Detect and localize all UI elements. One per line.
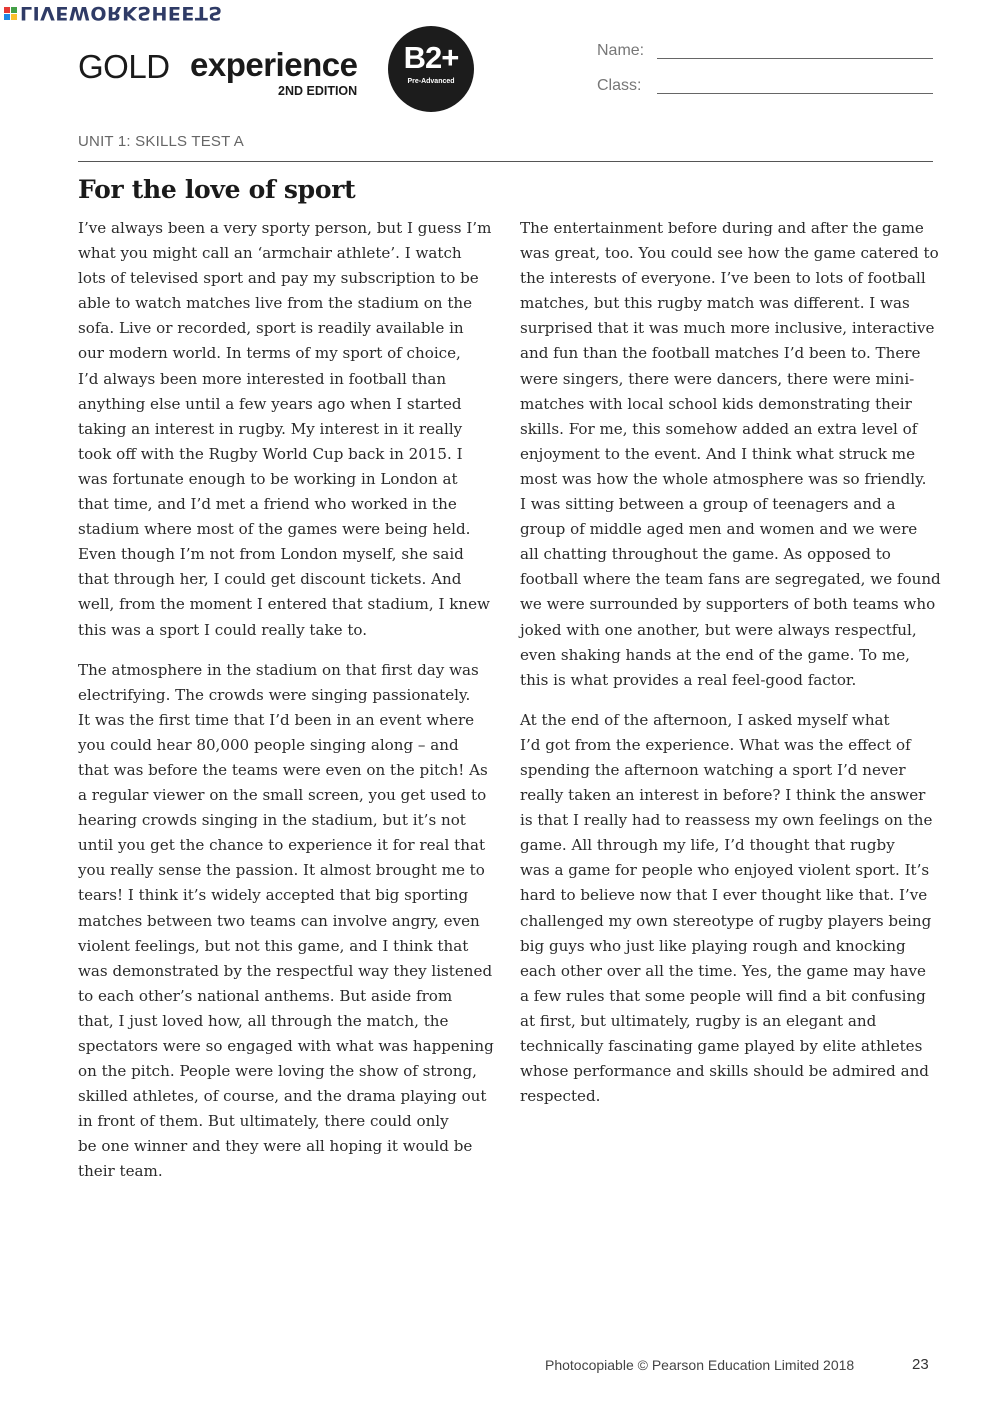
text-line: this is what provides a real feel-good factor.	[520, 670, 857, 689]
text-line: skills. For me, this somehow added an extra level of	[520, 419, 918, 438]
text-line: even shaking hands at the end of the game. To me,	[520, 645, 910, 664]
text-line: until you get the chance to experience it for real that	[78, 836, 486, 855]
text-line: I’ve always been a very sporty person, but I guess I’m	[78, 219, 492, 237]
article-paragraph	[78, 216, 498, 643]
text-line: group of middle aged men and women and we were	[520, 520, 918, 539]
text-line: matches with local school kids demonstrating their	[520, 394, 912, 413]
text-line: football where the team fans are segregated, we found	[520, 570, 941, 589]
level-badge	[388, 26, 474, 112]
text-line: matches between two teams can involve angry, even	[78, 911, 480, 930]
text-line: you really sense the passion. It almost brought me to	[78, 861, 485, 880]
text-line: enjoyment to the event. And I think what struck me	[520, 444, 916, 463]
text-line: in front of them. But ultimately, there could only	[78, 1112, 449, 1131]
text-line: taking an interest in rugby. My interest in it really	[78, 419, 463, 438]
text-line: sofa. Live or recorded, sport is readily available in	[78, 319, 464, 338]
text-line: electrifying. The crowds were singing passionately.	[78, 685, 471, 704]
text-line: joked with one another, but were always respectful,	[520, 620, 917, 639]
text-line: matches, but this rugby match was different. I was	[520, 294, 910, 313]
text-line: The entertainment before during and after the game	[520, 219, 924, 237]
text-line: violent feelings, but not this game, and I think that	[78, 936, 469, 955]
text-line: that was before the teams were even on the pitch! As	[78, 760, 488, 779]
text-line: the interests of everyone. I’ve been to lots of football	[520, 269, 926, 288]
text-line: able to watch matches live from the stadium on the	[78, 294, 473, 313]
article-paragraph	[78, 658, 498, 1185]
text-line: At the end of the afternoon, I asked myself what	[520, 710, 890, 729]
name-label: Name:	[597, 42, 645, 59]
text-line: each other over all the time. Yes, the game may have	[520, 961, 926, 980]
text-line: on the pitch. People were loving the show of strong,	[78, 1062, 477, 1081]
level-badge-text: B2+	[403, 40, 459, 75]
text-line: spending the afternoon watching a sport I’d never	[520, 760, 906, 779]
level-badge-subtitle: Pre-Advanced	[407, 78, 455, 85]
text-line: a regular viewer on the small screen, you get used to	[78, 786, 487, 805]
text-line: It was the first time that I’d been in an event where	[78, 710, 475, 729]
name-field	[597, 42, 933, 77]
liveworksheets-watermark	[4, 2, 223, 24]
text-line: our modern world. In terms of my sport of choice,	[78, 344, 461, 363]
name-line[interactable]	[657, 58, 933, 59]
text-line: stadium where most of the games were being held.	[78, 520, 471, 539]
text-line: to each other’s national anthems. But aside from	[78, 986, 453, 1005]
text-line: is that I really had to reassess my own feelings on the	[520, 811, 933, 830]
text-line: you could hear 80,000 people singing along – and	[78, 735, 459, 754]
text-line: most was how the whole atmosphere was so friendly.	[520, 469, 927, 488]
text-line: was demonstrated by the respectful way they listened	[78, 961, 493, 980]
liveworksheets-logo-icon	[4, 7, 17, 20]
text-line: whose performance and skills should be admired and	[520, 1062, 929, 1081]
text-line: what you might call an ‘armchair athlete’. I watch	[78, 244, 462, 263]
text-line: at first, but ultimately, rugby is an elegant and	[520, 1011, 877, 1030]
text-line: surprised that it was much more inclusive, interactive	[520, 319, 935, 338]
article-paragraph	[520, 708, 938, 1110]
page-number: 23	[912, 1356, 929, 1373]
text-line: took off with the Rugby World Cup back in 2015. I	[78, 444, 463, 463]
text-line: big guys who just like playing rough and knocking	[520, 936, 906, 955]
unit-label: UNIT 1: SKILLS TEST A	[78, 133, 244, 150]
text-line: anything else until a few years ago when I started	[78, 394, 462, 413]
logo-edition: 2ND EDITION	[278, 84, 358, 98]
text-line: technically fascinating game played by elite athletes	[520, 1037, 923, 1055]
text-line: that through her, I could get discount tickets. And	[78, 570, 462, 589]
text-line: that, I just loved how, all through the match, the	[78, 1011, 449, 1030]
article-title: For the love of sport	[78, 175, 356, 204]
article-paragraph	[520, 216, 941, 693]
left-column	[78, 216, 498, 1200]
class-line[interactable]	[657, 93, 933, 94]
text-line: their team.	[78, 1162, 163, 1181]
class-field	[597, 77, 933, 112]
text-line: we were surrounded by supporters of both teams who	[520, 595, 936, 614]
text-line: really taken an interest in before? I think the answer	[520, 786, 926, 805]
text-line: game. All through my life, I’d thought that rugby	[520, 836, 895, 855]
right-column	[520, 216, 941, 1124]
text-line: I was sitting between a group of teenagers and a	[520, 495, 896, 514]
text-line: and fun than the football matches I’d been to. There	[520, 344, 921, 363]
text-line: was a game for people who enjoyed violent sport. It’s	[520, 861, 930, 880]
text-line: a few rules that some people will find a bit confusing	[520, 986, 926, 1005]
text-line: challenged my own stereotype of rugby players being	[520, 911, 932, 930]
text-line: tears! I think it’s widely accepted that big sporting	[78, 886, 469, 905]
text-line: skilled athletes, of course, and the drama playing out	[78, 1087, 487, 1106]
text-line: be one winner and they were all hoping it would be	[78, 1137, 473, 1156]
text-line: were singers, there were dancers, there were mini-	[520, 369, 915, 388]
text-line: was great, too. You could see how the game catered to	[520, 244, 939, 263]
footer-copyright: Photocopiable © Pearson Education Limited 2018	[545, 1357, 855, 1373]
text-line: hard to believe now that I ever thought like that. I’ve	[520, 886, 928, 905]
text-line: Even though I’m not from London myself, she said	[78, 545, 464, 564]
text-line: all chatting throughout the game. As opposed to	[520, 545, 891, 564]
watermark-text: LIVEWORKSHEETS	[20, 2, 223, 24]
text-line: hearing crowds singing in the stadium, but it’s not	[78, 811, 466, 830]
text-line: spectators were so engaged with what was happening	[78, 1037, 494, 1055]
class-label: Class:	[597, 77, 642, 94]
text-line: was fortunate enough to be working in London at	[78, 469, 458, 488]
text-line: The atmosphere in the stadium on that first day was	[78, 660, 479, 679]
text-line: I’d always been more interested in football than	[78, 369, 447, 388]
text-line: respected.	[520, 1087, 601, 1106]
text-line: lots of televised sport and pay my subscription to be	[78, 269, 479, 288]
logo-brand-bold: experience	[190, 46, 358, 83]
text-line: I’d got from the experience. What was the effect of	[520, 735, 911, 754]
text-line: that time, and I’d met a friend who worked in the	[78, 495, 457, 514]
student-info-fields	[597, 42, 933, 112]
text-line: this was a sport I could really take to.	[78, 620, 368, 639]
header-divider	[78, 161, 933, 162]
text-line: well, from the moment I entered that stadium, I knew	[78, 595, 490, 614]
logo-brand-light: GOLD	[78, 48, 170, 85]
